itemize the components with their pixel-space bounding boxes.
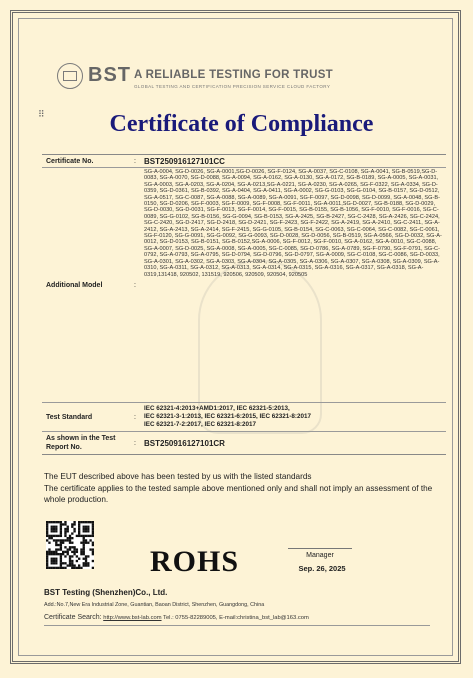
compliance-statement bbox=[44, 471, 444, 506]
test-standard-list bbox=[140, 403, 446, 431]
bst-logo-icon bbox=[57, 63, 83, 89]
test-standard-line: IEC 62321-4:2013+AMD1:2017, IEC 62321-5:2013, bbox=[144, 405, 290, 412]
test-standard-label: Test Standard bbox=[46, 413, 93, 421]
company-name: BST Testing (Shenzhen)Co., Ltd. bbox=[44, 588, 168, 597]
additional-model-list: SG-A-0004, SG-D-0026, SG-A-0001,SG-D-0026, SG-F-0124, SG-A-0037, SG-C-0108, SG-A-0041, SG-B-0519,SG-D-0083, SG-A-0070, SG-D-0088, SG-A-0094, SG-A-0162, SG-A-0130, SG-A-0172, SG-B-0189, SG-A-0005, SG-A-0031, SG-A-0003, SG-A-0203, SG-A-0204, SG-A-0213,SG-A-0221, SG-A-0230, SG-A-0265, SG-F-0322, SG-A-0334, SG-D-0359, SG-D-0361, SG-B-0392, SG-A-0404, SG-A-0411, SG-A-0002, SG-G-0103, SG-G-0104, SG-B-0157, SG-D-0512, SG-A-0517, SG-C-0087, SG-A-0088, SG-A-0089, SG-A-0091, SG-F-0097, SG-D-0098, SG-D-0099, SG-A-0048, SG-B-0150, SG-D-0206, SG-F-0003, SG-F-0009, SG-F-0008, SG-F-0011, SG-A-0011,SG-D-0027, SG-B-0188, SG-D-0029, SG-D-0030, SG-D-0031, SG-F-0013, SG-F-0014, SG-F-0015, SG-B-0155, SG-B-1056, SG-F-0010, SG-F-0016, SG-C-0089, SG-G-0102, SG-B-0156, SG-G-0094, SG-B-0153, SG-A-2425, SG-B-2427, SG-C-2428, SG-A-2426, SG-C-2424, SG-C-2420, SG-D-2417, SG-D-2418, SG-D-2421, SG-F-2423, SG-F-2422, SG-A-2419, SG-A-2410, SG-C-2411, SG-A-2412, SG-A-2413, SG-A-2414, SG-F-2415, SG-G-0105, SG-B-0154, SG-C-0063, SG-C-0064, SG-C-0082, SG-C-0061, SG-F-0120, SG-G-0091, SG-G-0092, SG-G-0093, SG-D-0028, SG-D-0056, SG-B-0519, SG-A-0566, SG-D-0032, SG-A-0012, SG-D-0153, SG-B-0151, SG-B-0152,SG-A-0006, SG-F-0012, SG-F-0010, SG-A-0162, SG-A-0010, SG-C-0088, SG-A-0007, SG-D-0025, SG-A-0008, SG-A-0005, SG-C-0085, SG-D-0786, SG-A-0789, SG-F-0790, SG-F-0791, SG-C-0792, SG-A-0793, SG-A-0795, SG-D-0794, SG-D-0796, SG-D-0797, SG-A-0009, SG-C-0108, SG-C-0086, SG-D-0033, SG-A-0301, SG-A-0302, SG-A-0303, SG-A-0304, SG-A-0305, SG-A-0306, SG-A-0307, SG-A-0308, SG-A-0309, SG-A-0310, SG-A-0311, SG-A-0312, SG-A-0313, SG-A-0314, SG-A-0315, SG-A-0316, SG-A-0317, SG-A-0318, SG-A-0319,131418, 920502, 131519, 920506, 920509, 920504, 920505 bbox=[144, 169, 442, 278]
statement-line-1: The EUT described above has been tested by us with the listed standards bbox=[44, 472, 312, 481]
test-standard-line: IEC 62321-7-2:2017, IEC 62321-8:2017 bbox=[144, 421, 257, 428]
colon: : bbox=[134, 439, 136, 447]
row-additional-model bbox=[42, 168, 446, 403]
brand-name: BST bbox=[88, 64, 131, 86]
additional-model-label: Additional Model bbox=[46, 281, 103, 289]
test-standard-line: IEC 62321-3-1:2013, IEC 62321-6:2015, IEC 62321-8:2017 bbox=[144, 413, 311, 420]
certificate-no-label: Certificate No. bbox=[46, 157, 94, 165]
statement-line-2: The certificate applies to the tested sample above mentioned only and shall not imply an assessment of the whole production. bbox=[44, 483, 433, 504]
certificate-no-value: BST250916127101CC bbox=[144, 156, 225, 166]
brand-tagline: A RELIABLE TESTING FOR TRUST bbox=[134, 69, 333, 81]
contact-info: Tel.: 0755-82289005, E-mail:christina_bst_lab@163.com bbox=[163, 615, 309, 621]
row-certificate-no bbox=[42, 155, 446, 168]
qr-code-icon bbox=[46, 521, 94, 569]
search-link[interactable]: http://www.bst-lab.com bbox=[103, 615, 162, 621]
drag-handle-icon[interactable]: ⠿ bbox=[38, 109, 46, 119]
row-report-no bbox=[42, 432, 446, 454]
colon: : bbox=[134, 157, 136, 165]
page-title: Certificate of Compliance bbox=[109, 111, 374, 137]
search-label: Certificate Search: bbox=[44, 614, 102, 621]
report-no-label: As shown in the Test Report No. bbox=[46, 435, 116, 451]
report-no-value: BST250916127101CR bbox=[144, 438, 225, 448]
rohs-mark: ROHS bbox=[150, 545, 240, 578]
colon: : bbox=[134, 413, 136, 421]
footer-divider bbox=[44, 625, 430, 626]
issue-date: Sep. 26, 2025 bbox=[298, 564, 346, 573]
row-test-standard bbox=[42, 403, 446, 432]
signature-line bbox=[288, 548, 352, 549]
company-address: Add.:No.7,New Era Industrial Zone, Guantian, Baoan District, Shenzhen, Guangdong, China bbox=[44, 602, 265, 608]
signatory-role: Manager bbox=[306, 552, 334, 559]
certificate-search bbox=[44, 614, 309, 621]
brand-subline: GLOBAL TESTING AND CERTIFICATION PRECISION SERVICE CLOUD FACTORY bbox=[134, 84, 331, 89]
certificate-details-table bbox=[42, 154, 446, 455]
colon: : bbox=[134, 281, 136, 289]
